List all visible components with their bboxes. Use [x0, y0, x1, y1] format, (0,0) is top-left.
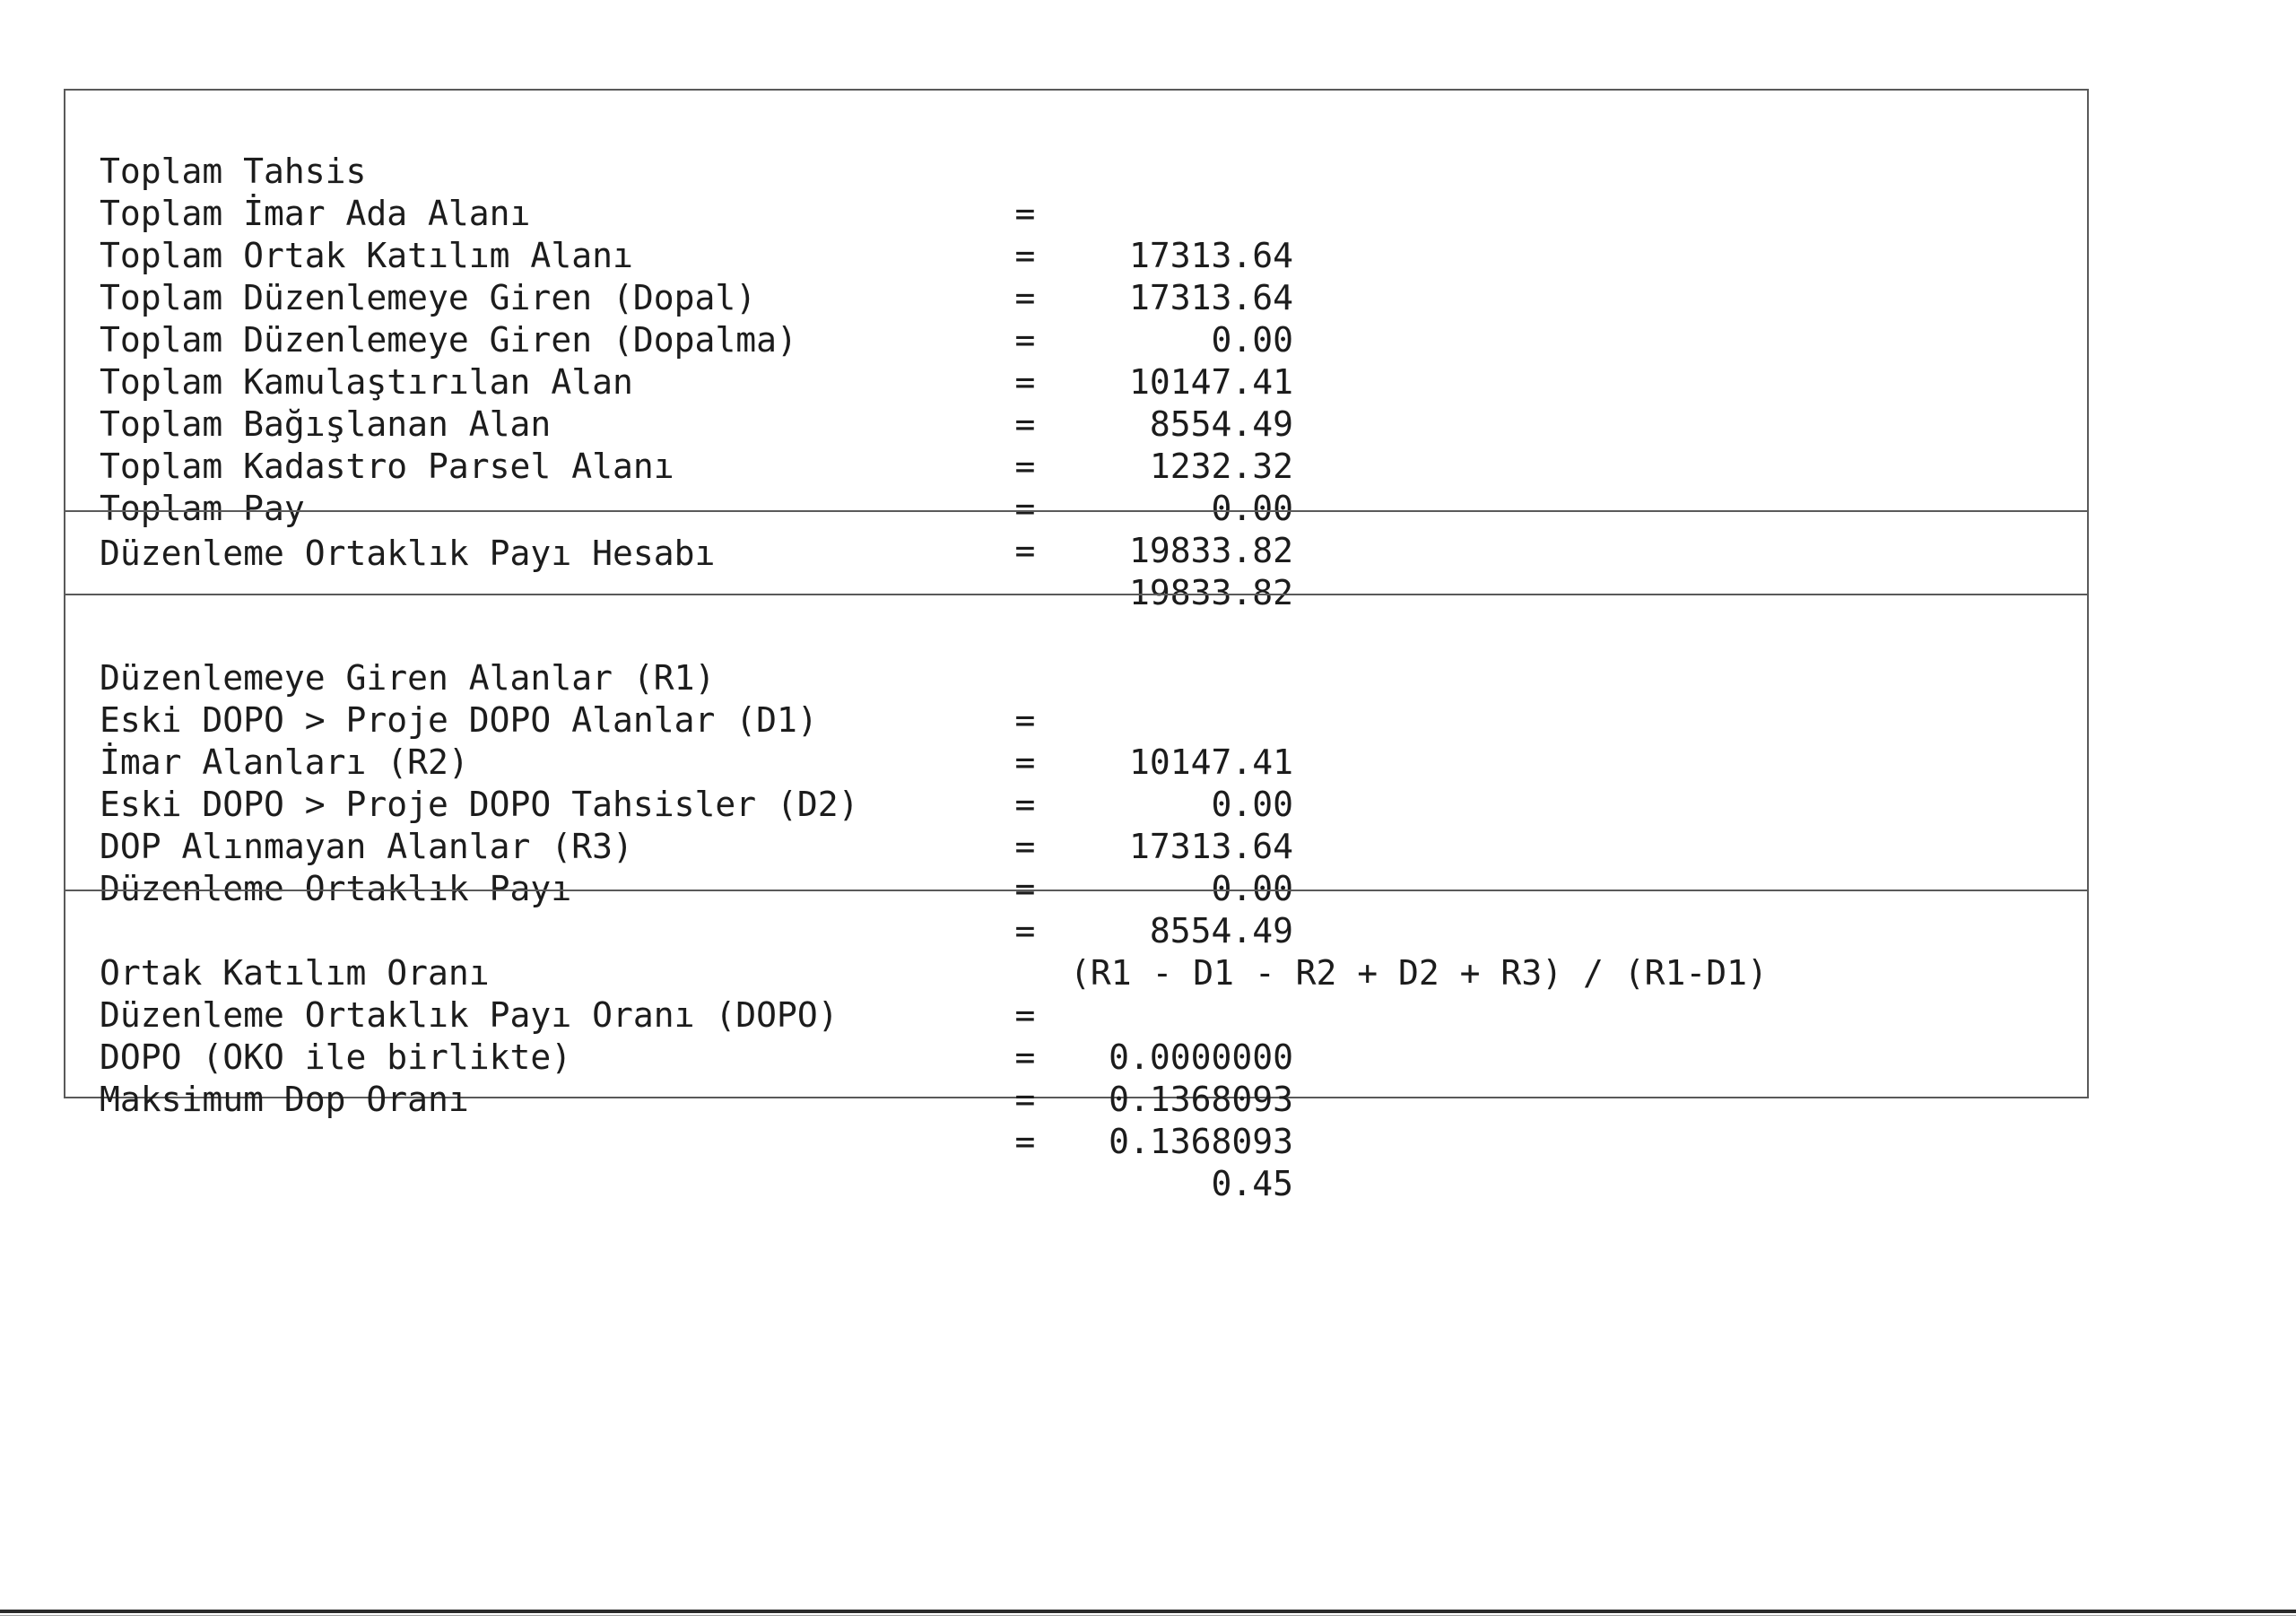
equals-sign: =: [1014, 1122, 1036, 1161]
row-label: İmar Alanları (R2): [100, 742, 469, 782]
equals-sign: =: [1014, 1037, 1036, 1077]
equals-sign: =: [1014, 447, 1036, 486]
row-label: Maksimum Dop Oranı: [100, 1080, 469, 1119]
section-divider: [65, 890, 2087, 891]
section-divider: [65, 594, 2087, 595]
row-value: 0.00: [1211, 869, 1293, 908]
equals-sign: =: [1014, 362, 1036, 402]
equals-sign: =: [1014, 194, 1036, 233]
equals-sign: =: [1014, 489, 1036, 528]
row-value: 0.00: [1211, 489, 1293, 528]
row-value: 8554.49: [1149, 911, 1293, 950]
row-value: 0.1368093: [1109, 1080, 1293, 1119]
row-label: Eski DOPO > Proje DOPO Alanlar (D1): [100, 700, 818, 740]
equals-sign: =: [1014, 320, 1036, 360]
row-value: 8554.49: [1149, 404, 1293, 444]
row-label: Düzenleme Ortaklık Payı Oranı (DOPO): [100, 995, 839, 1035]
row-label: Toplam Düzenlemeye Giren (Dopal): [100, 278, 757, 317]
row-value: 19833.82: [1128, 531, 1293, 570]
equals-sign: =: [1014, 995, 1036, 1035]
row-value: 0.0000000: [1109, 1037, 1293, 1077]
section-divider: [65, 510, 2087, 512]
row-label: Toplam Kadastro Parsel Alanı: [100, 447, 674, 486]
equals-sign: =: [1014, 827, 1036, 866]
equals-sign: =: [1014, 404, 1036, 444]
equals-sign: =: [1014, 700, 1036, 740]
report-frame: [64, 89, 2089, 1203]
equals-sign: =: [1014, 531, 1036, 570]
row-label: Toplam İmar Ada Alanı: [100, 194, 531, 233]
row-value: 10147.41: [1128, 742, 1293, 782]
equals-sign: =: [1014, 278, 1036, 317]
row-label: Düzenleme Ortaklık Payı: [100, 869, 572, 908]
row-label: Toplam Bağışlanan Alan: [100, 404, 552, 444]
row-label: DOP Alınmayan Alanlar (R3): [100, 827, 633, 866]
equals-sign: =: [1014, 742, 1036, 782]
equals-sign: =: [1014, 785, 1036, 824]
row-value: 17313.64: [1128, 236, 1293, 275]
row-value: 17313.64: [1128, 278, 1293, 317]
equals-sign: =: [1014, 869, 1036, 908]
page-bottom-rule: [0, 1610, 2296, 1613]
row-value: 1232.32: [1149, 447, 1293, 486]
row-value: 0.00: [1211, 785, 1293, 824]
row-value: 19833.82: [1128, 573, 1293, 612]
row-value: 0.1368093: [1109, 1122, 1293, 1161]
equals-sign: =: [1014, 1080, 1036, 1119]
page-bottom-rule-thin: [0, 1615, 2296, 1616]
row-value: 10147.41: [1128, 362, 1293, 402]
row-label: Toplam Kamulaştırılan Alan: [100, 362, 633, 402]
section-heading: Düzenleme Ortaklık Payı Hesabı: [100, 534, 716, 573]
row-label: Düzenlemeye Giren Alanlar (R1): [100, 658, 716, 698]
row-label: DOPO (OKO ile birlikte): [100, 1037, 572, 1077]
row-value: 0.00: [1211, 320, 1293, 360]
row-label: Toplam Pay: [100, 489, 305, 528]
row-label: Ortak Katılım Oranı: [100, 953, 490, 993]
row-label: Eski DOPO > Proje DOPO Tahsisler (D2): [100, 785, 859, 824]
row-value: 0.45: [1211, 1164, 1293, 1203]
row-value: 17313.64: [1128, 827, 1293, 866]
row-label: Toplam Ortak Katılım Alanı: [100, 236, 633, 275]
row-label: Toplam Düzenlemeye Giren (Dopalma): [100, 320, 797, 360]
equals-sign: =: [1014, 911, 1036, 950]
formula-text: (R1 - D1 - R2 + D2 + R3) / (R1-D1): [1070, 953, 1768, 993]
equals-sign: =: [1014, 236, 1036, 275]
row-label: Toplam Tahsis: [100, 152, 367, 191]
